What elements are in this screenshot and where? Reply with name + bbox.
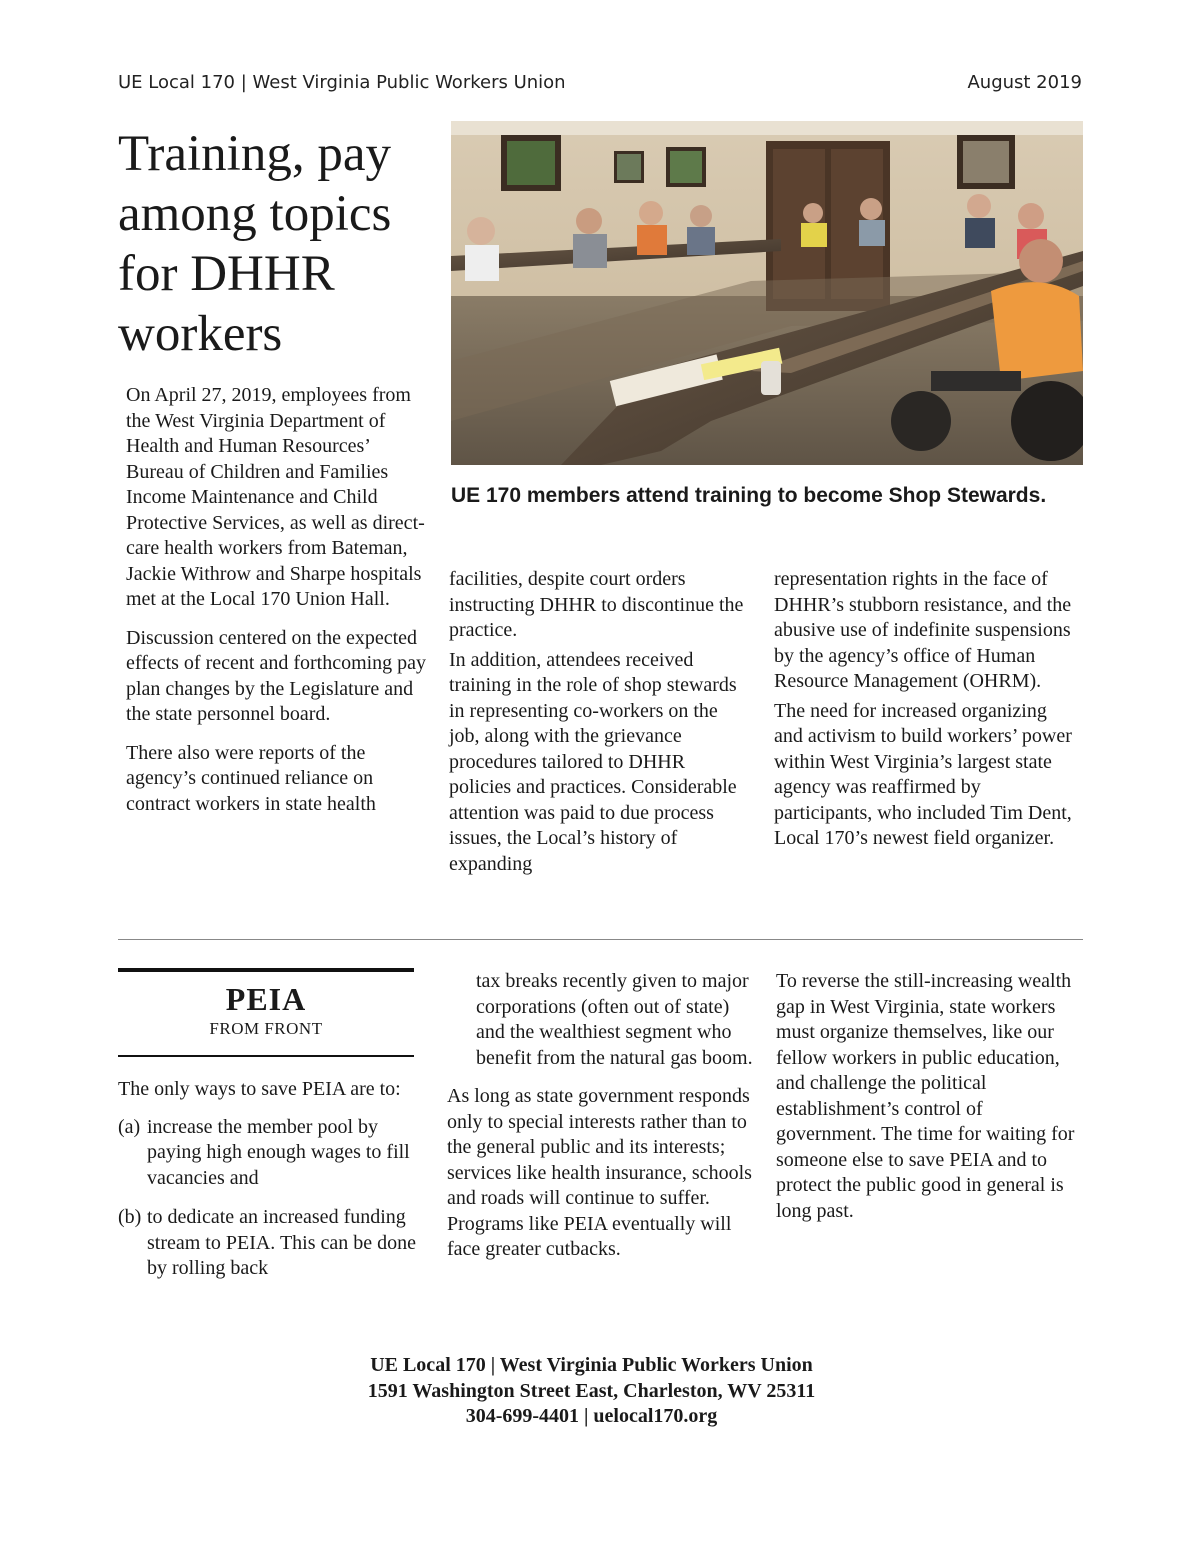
article-paragraph: There also were reports of the agency’s continued reliance on contract workers in state health (126, 741, 376, 815)
peia-section-header (118, 968, 414, 1057)
training-photo (451, 121, 1083, 465)
footer-union-name: UE Local 170 | West Virginia Public Workers Union (370, 1354, 813, 1376)
list-item-text: increase the member pool by paying high enough wages to fill vacancies and (147, 1115, 410, 1189)
peia-column-1 (118, 1077, 423, 1296)
article-column-3 (774, 567, 1074, 856)
article-paragraph: facilities, despite court orders instructing DHHR to discontinue the practice. (449, 568, 744, 641)
article-paragraph: In addition, attendees received training in the role of shop stewards in representing co-workers on the job, along with the grievance procedures tailored to DHHR policies and practices. Considerable attention was paid to due process issues, the Local’s history of expanding (449, 648, 737, 875)
section-divider (118, 939, 1083, 940)
footer-address: 1591 Washington Street East, Charleston, WV 25311 (367, 1379, 816, 1402)
peia-column-3 (776, 969, 1086, 1237)
list-item (118, 1205, 423, 1282)
article-column-2 (449, 567, 749, 881)
list-marker: (a) (118, 1115, 141, 1138)
article-paragraph: On April 27, 2019, employees from the West Virginia Department of Health and Human Resources’ Bureau of Children and Families Income Maintenance and Child Protective Services, as well as direct-care health workers from Bateman, Jackie Withrow and Sharpe hospitals met at the Local 170 Union Hall. (126, 384, 425, 610)
article-paragraph: To reverse the still-increasing wealth gap in West Virginia, state workers must organize themselves, like our fellow workers in public education, and challenge the political establishment’s control of government. The time for waiting for someone else to save PEIA and to protect the public good in general is long past. (776, 970, 1075, 1222)
article-paragraph: Discussion centered on the expected effects of recent and forthcoming pay plan changes by the Legislature and the state personnel board. (126, 626, 427, 725)
list-item-text: to dedicate an increased funding stream to PEIA. This can be done by rolling back (147, 1206, 417, 1279)
peia-title: PEIA (225, 981, 307, 1017)
article-paragraph: As long as state government responds only to special interests rather than to the general public and its interests; services like health insurance, schools and roads will continue to suffer. Programs like PEIA eventually will face greater cutbacks. (447, 1085, 752, 1260)
peia-subtitle: FROM FRONT (209, 1019, 323, 1038)
list-marker: (b) (118, 1206, 142, 1228)
footer (0, 1353, 1183, 1430)
article-headline: Training, pay among topics for DHHR workers (118, 126, 392, 362)
footer-contact: 304-699-4401 | uelocal170.org (465, 1405, 718, 1427)
article-column-1 (126, 383, 431, 830)
peia-intro: The only ways to save PEIA are to: (118, 1078, 401, 1100)
photo-caption: UE 170 members attend training to become Shop Stewards. (451, 484, 1047, 507)
header-union-name: UE Local 170 | West Virginia Public Workers Union (118, 72, 566, 93)
list-item (118, 1115, 423, 1192)
peia-continued-text: tax breaks recently given to major corporations (often out of state) and the wealthiest segment who benefit from the natural gas boom. (476, 970, 753, 1069)
article-paragraph: representation rights in the face of DHHR’s stubborn resistance, and the abusive use of indefinite suspensions by the agency’s office of Human Resource Management (OHRM). (774, 568, 1072, 692)
article-paragraph: The need for increased organizing and activism to build workers’ power within West Virginia’s largest state agency was reaffirmed by participants, who included Tim Dent, Local 170’s newest field organizer. (774, 699, 1072, 849)
header-date: August 2019 (967, 72, 1082, 93)
peia-column-2 (447, 969, 757, 1276)
training-photo-illustration (451, 121, 1083, 465)
